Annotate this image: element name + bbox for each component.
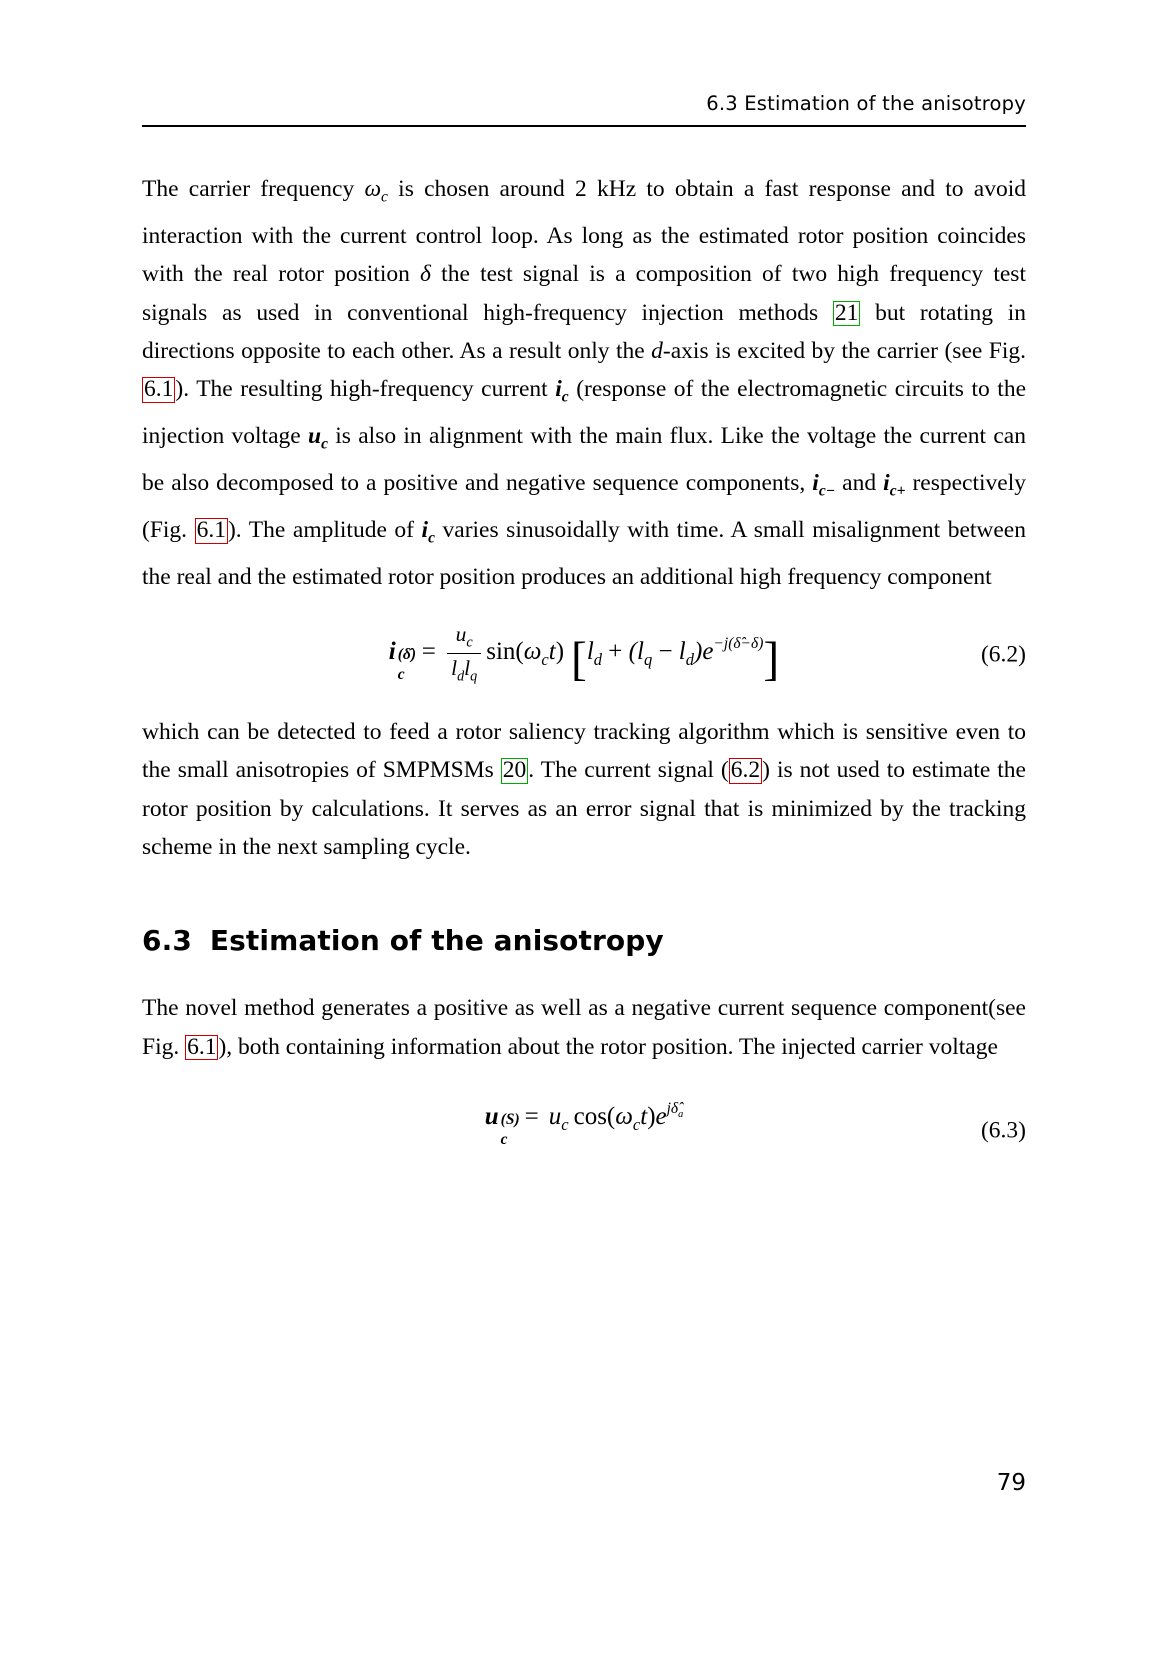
eq62-bracket-close: ] — [763, 634, 780, 687]
symbol-i-c: $i_c$ — [555, 376, 569, 406]
text-run: varies sinusoidally with time. A small misalignment between the real and the estimated rotor position produces an additional high frequency component — [142, 517, 1026, 591]
text-run: respectively (Fig. — [142, 470, 1026, 544]
equation-6-3-number: (6.3) — [980, 1117, 1026, 1144]
text-run: the test signal is a composition of two high frequency test signals as used in conventional high-frequency injection methods — [142, 261, 1026, 326]
eq62-sin-arg: $(\omega_ct)$ — [515, 638, 565, 670]
text-run: ), both containing information about the rotor position. The injected carrier voltage — [218, 1033, 998, 1060]
symbol-i-c-minus: $i_{c-}$ — [812, 470, 836, 500]
figure-ref-6-1-c[interactable]: 6.1 — [187, 1033, 217, 1060]
paragraph-detection — [142, 713, 1026, 866]
running-header: 6.3 Estimation of the anisotropy — [706, 92, 1026, 115]
citation-link-21[interactable]: 21 — [834, 299, 859, 326]
eq62-numerator: $u_c$ — [447, 622, 481, 653]
eq62-equals: = — [421, 638, 436, 666]
paragraph-novel-method — [142, 989, 1026, 1066]
eq62-lhs: i (δ̂) c — [388, 638, 416, 684]
eq63-equals: = — [524, 1103, 539, 1131]
eq62-bracket-open: [ — [571, 634, 587, 687]
symbol-omega-c: $\omega_c$ — [364, 176, 388, 206]
eq63-rhs-u: $u_c$ — [548, 1103, 569, 1135]
eq62-fraction — [447, 622, 481, 685]
text-run: ). The amplitude of — [227, 517, 422, 544]
page-number: 79 — [996, 1470, 1026, 1496]
figure-ref-6-1-a[interactable]: 6.1 — [144, 376, 174, 403]
text-run: is chosen around 2 kHz to obtain a fast response and to avoid interaction with the current control loop. As long as the estimated rotor position coincides with the real rotor position — [142, 176, 1026, 288]
text-run: The novel method generates a positive as well as a negative current sequence component(see Fig. — [142, 995, 1026, 1060]
eq62-sin: sin — [486, 638, 516, 666]
text-run: (response of the electromagnetic circuits to the injection voltage — [142, 376, 1026, 450]
page-content — [142, 170, 1026, 1188]
text-run: -axis is excited by the carrier (see Fig. — [662, 337, 1026, 364]
symbol-i-c-plus: $i_{c+}$ — [883, 470, 906, 500]
figure-ref-6-1-b[interactable]: 6.1 — [196, 517, 226, 544]
eq62-terms: $l_d + (l_q - l_d)e^{-j(\deltâ-\delta)}$ — [586, 635, 764, 670]
symbol-d-axis: d — [651, 337, 663, 364]
header-rule — [142, 125, 1026, 127]
eq63-exponential: $e^{j\deltâ_a}$ — [655, 1099, 684, 1131]
eq62-denominator: $l_dl_q$ — [451, 655, 478, 684]
text-run: . The current signal ( — [528, 757, 729, 784]
text-run: ) is not used to estimate the rotor position by calculations. It serves as an error signal that is minimized by the tracking scheme in the next sampling cycle. — [142, 757, 1026, 860]
equation-ref-6-2[interactable]: 6.2 — [730, 757, 761, 784]
text-run: which can be detected to feed a rotor saliency tracking algorithm which is sensitive even to the small anisotropies of SMPMSMs — [142, 719, 1026, 784]
paragraph-carrier-frequency — [142, 170, 1026, 596]
equation-6-3 — [142, 1100, 1026, 1162]
symbol-delta: δ — [420, 261, 431, 288]
text-run: ). The resulting high-frequency current — [175, 376, 556, 403]
symbol-i-c-2: $i_c$ — [421, 517, 435, 547]
eq63-cos: cos — [573, 1103, 607, 1131]
eq63-cos-arg: $(\omega_ct)$ — [606, 1103, 656, 1135]
eq63-lhs: u (S) c — [484, 1103, 520, 1149]
section-heading — [142, 924, 1026, 957]
equation-6-2 — [142, 622, 1026, 687]
symbol-u-c: $u_c$ — [308, 423, 328, 453]
text-run: is also in alignment with the main flux. Like the voltage the current can be also decomposed to a positive and negative sequence components, — [142, 423, 1026, 497]
section-title: Estimation of the anisotropy — [209, 924, 664, 958]
text-run: The carrier frequency — [142, 176, 365, 202]
equation-6-3-body — [142, 1099, 1026, 1149]
equation-6-2-number: (6.2) — [980, 641, 1026, 668]
equation-6-2-body — [142, 622, 1026, 687]
text-run: and — [835, 470, 884, 497]
section-number: 6.3 — [142, 924, 192, 958]
text-run: but rotating in directions opposite to each other. As a result only the — [142, 299, 1026, 364]
citation-link-20[interactable]: 20 — [502, 757, 527, 784]
